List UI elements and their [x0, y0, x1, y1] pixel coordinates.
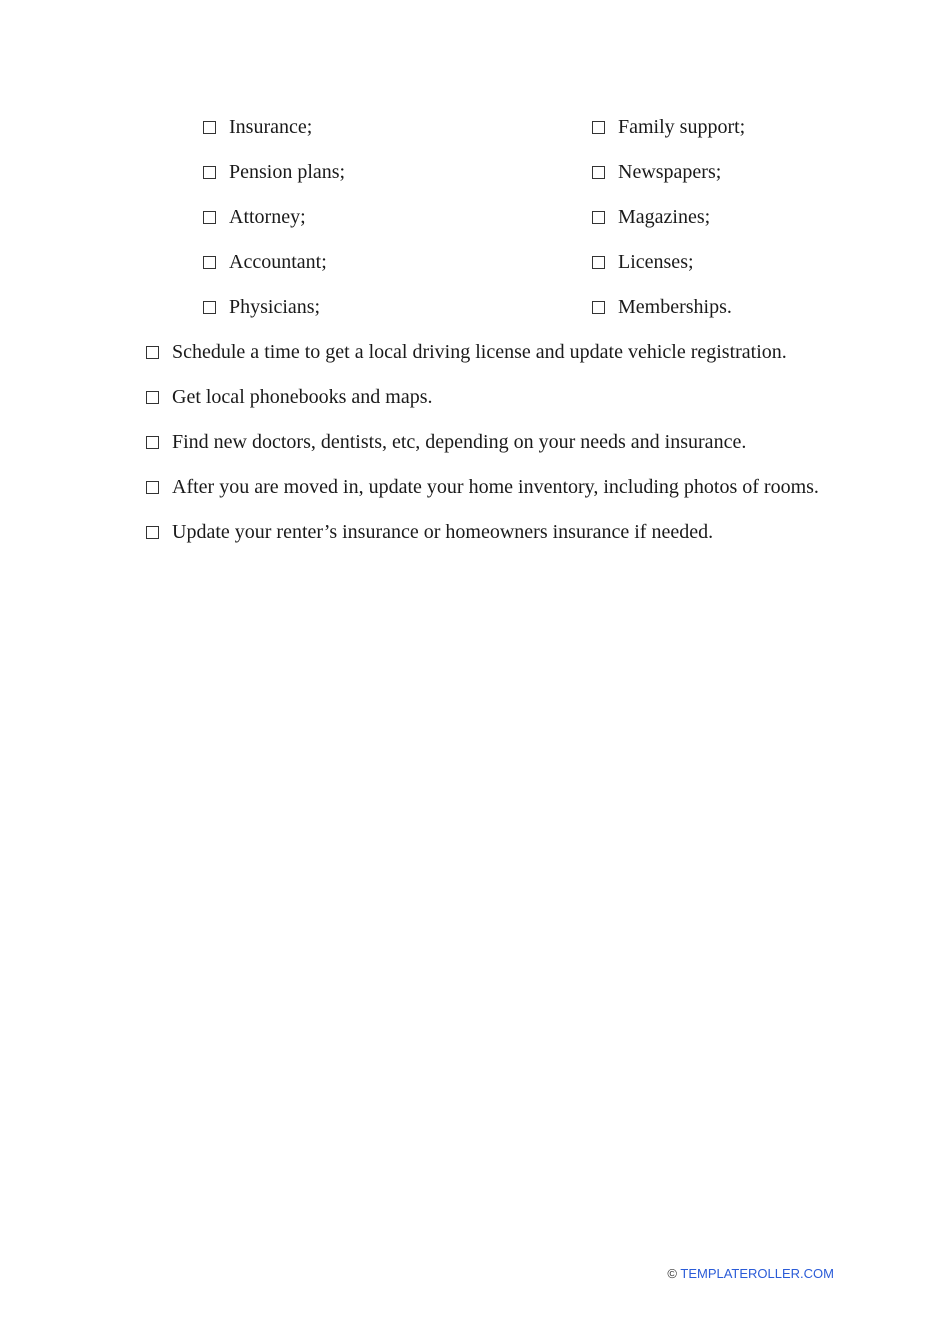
checkbox[interactable]: [146, 391, 159, 404]
checkbox[interactable]: [203, 211, 216, 224]
checklist-item-label: Accountant;: [229, 251, 327, 273]
checklist-item-label: Licenses;: [618, 251, 694, 273]
checkbox[interactable]: [146, 481, 159, 494]
checkbox[interactable]: [146, 346, 159, 359]
checklist-item: [146, 474, 835, 501]
main-checklist: [146, 339, 835, 564]
checklist-item: [592, 204, 745, 231]
checklist-item: [592, 159, 745, 186]
checklist-item-label: Update your renter’s insurance or homeowners insurance if needed.: [172, 521, 714, 543]
checkbox[interactable]: [146, 526, 159, 539]
checklist-item: [203, 159, 345, 186]
sub-checklist-left-column: [203, 114, 345, 339]
checklist-item: [203, 114, 345, 141]
checklist-item: [146, 384, 835, 411]
checklist-item-label: Family support;: [618, 116, 746, 138]
checkbox[interactable]: [146, 436, 159, 449]
checklist-item-label: Pension plans;: [229, 161, 346, 183]
checkbox[interactable]: [592, 211, 605, 224]
checklist-item: [146, 339, 835, 366]
checkbox[interactable]: [203, 166, 216, 179]
checklist-item-label: Attorney;: [229, 206, 306, 228]
checklist-item-label: Newspapers;: [618, 161, 722, 183]
checkbox[interactable]: [203, 301, 216, 314]
checklist-item: [592, 249, 745, 276]
checklist-item: [592, 114, 745, 141]
checklist-item-label: Magazines;: [618, 206, 711, 228]
checkbox[interactable]: [203, 256, 216, 269]
checkbox[interactable]: [592, 166, 605, 179]
checklist-item: [203, 294, 345, 321]
checklist-item-label: Find new doctors, dentists, etc, depending on your needs and insurance.: [172, 431, 747, 453]
checklist-item-label: Schedule a time to get a local driving license and update vehicle registration.: [172, 341, 787, 363]
checklist-item-label: After you are moved in, update your home inventory, including photos of rooms.: [172, 476, 819, 498]
checklist-item: [203, 249, 345, 276]
checklist-item: [203, 204, 345, 231]
checkbox[interactable]: [592, 121, 605, 134]
sub-checklist-right-column: [592, 114, 745, 339]
checklist-item-label: Insurance;: [229, 116, 313, 138]
checkbox[interactable]: [203, 121, 216, 134]
checklist-item: [146, 519, 835, 546]
checklist-item-label: Memberships.: [618, 296, 732, 318]
checkbox[interactable]: [592, 301, 605, 314]
checklist-item-label: Physicians;: [229, 296, 321, 318]
footer-credit: [667, 1266, 834, 1281]
templateroller-link[interactable]: TEMPLATEROLLER.COM: [680, 1266, 834, 1281]
checklist-item: [592, 294, 745, 321]
copyright-symbol: ©: [667, 1266, 677, 1281]
checklist-item: [146, 429, 835, 456]
checklist-item-label: Get local phonebooks and maps.: [172, 386, 433, 408]
checkbox[interactable]: [592, 256, 605, 269]
